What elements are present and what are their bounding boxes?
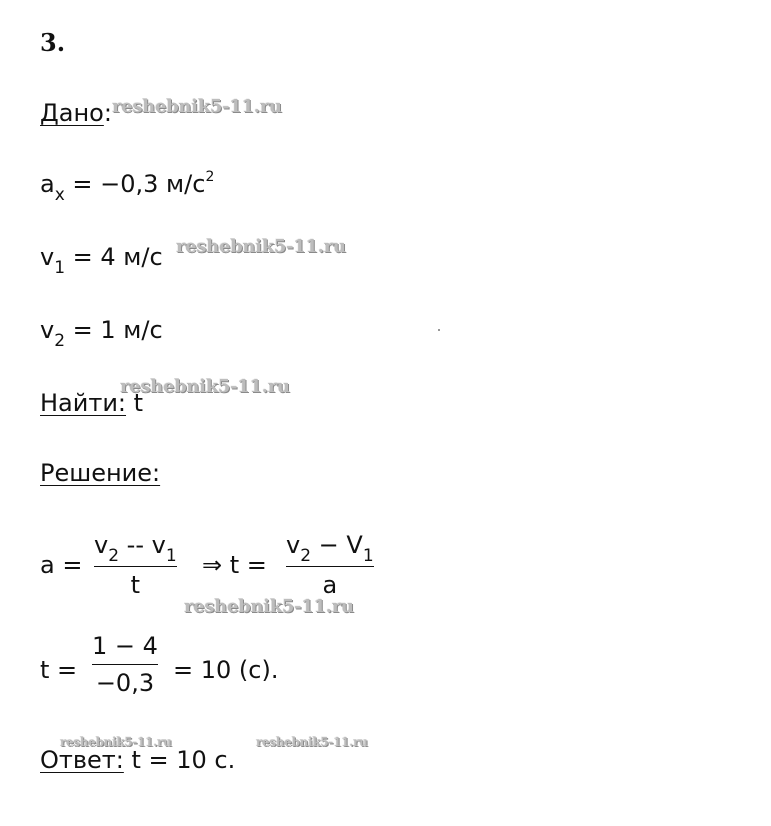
accel-symbol: a <box>40 170 55 198</box>
fraction-numerator: $v_2 -- v_1$ <box>94 531 177 566</box>
watermark: reshebnik5-11.ru <box>256 735 368 749</box>
fraction-bar <box>94 566 177 567</box>
answer-label: Ответ: <box>40 746 124 774</box>
given-heading <box>40 99 112 127</box>
formula2-lhs: t = <box>40 656 78 684</box>
given-v1 <box>40 243 163 278</box>
watermark: reshebnik5-11.ru <box>60 735 172 749</box>
accel-superscript: 2 <box>205 169 215 185</box>
fraction-bar <box>286 566 374 567</box>
fraction-denominator: a <box>322 571 338 600</box>
watermark: reshebnik5-11.ru <box>184 596 354 617</box>
formula1-implies: ⇒ t = <box>202 551 267 579</box>
watermark: reshebnik5-11.ru <box>176 236 346 257</box>
given-v2 <box>40 316 163 351</box>
formula1-fraction-right <box>286 530 374 600</box>
v2-subscript: 2 <box>54 331 66 351</box>
fraction-denominator: t <box>130 571 141 600</box>
solution-heading: Решение: <box>40 459 161 487</box>
fraction-bar <box>92 664 158 665</box>
given-label: Дано <box>40 99 104 127</box>
find-value: t <box>126 389 144 417</box>
answer-value: t = 10 с. <box>123 746 236 774</box>
fraction-numerator: $v_2 - V_1$ <box>286 531 374 566</box>
formula2-fraction <box>92 631 158 698</box>
problem-number: 3. <box>40 28 66 57</box>
formula2-result: = 10 (с). <box>173 656 279 684</box>
accel-value: = −0,3 м/с <box>64 170 206 198</box>
accel-subscript: x <box>54 185 65 205</box>
v1-subscript: 1 <box>54 258 66 278</box>
given-colon: : <box>103 99 112 127</box>
formula1-lhs: a = <box>40 551 83 579</box>
v2-value: = 1 м/с <box>65 316 163 344</box>
find-label: Найти: <box>40 389 127 417</box>
stray-dot <box>438 329 440 331</box>
watermark: reshebnik5-11.ru <box>112 96 282 117</box>
fraction-denominator: −0,3 <box>95 669 155 698</box>
v1-symbol: v <box>40 243 55 271</box>
answer-line <box>40 746 235 774</box>
v1-value: = 4 м/с <box>65 243 163 271</box>
watermark: reshebnik5-11.ru <box>120 376 290 397</box>
v2-symbol: v <box>40 316 55 344</box>
given-acceleration <box>40 169 215 205</box>
formula1-fraction-left <box>94 530 177 600</box>
fraction-numerator: 1 − 4 <box>92 632 158 660</box>
